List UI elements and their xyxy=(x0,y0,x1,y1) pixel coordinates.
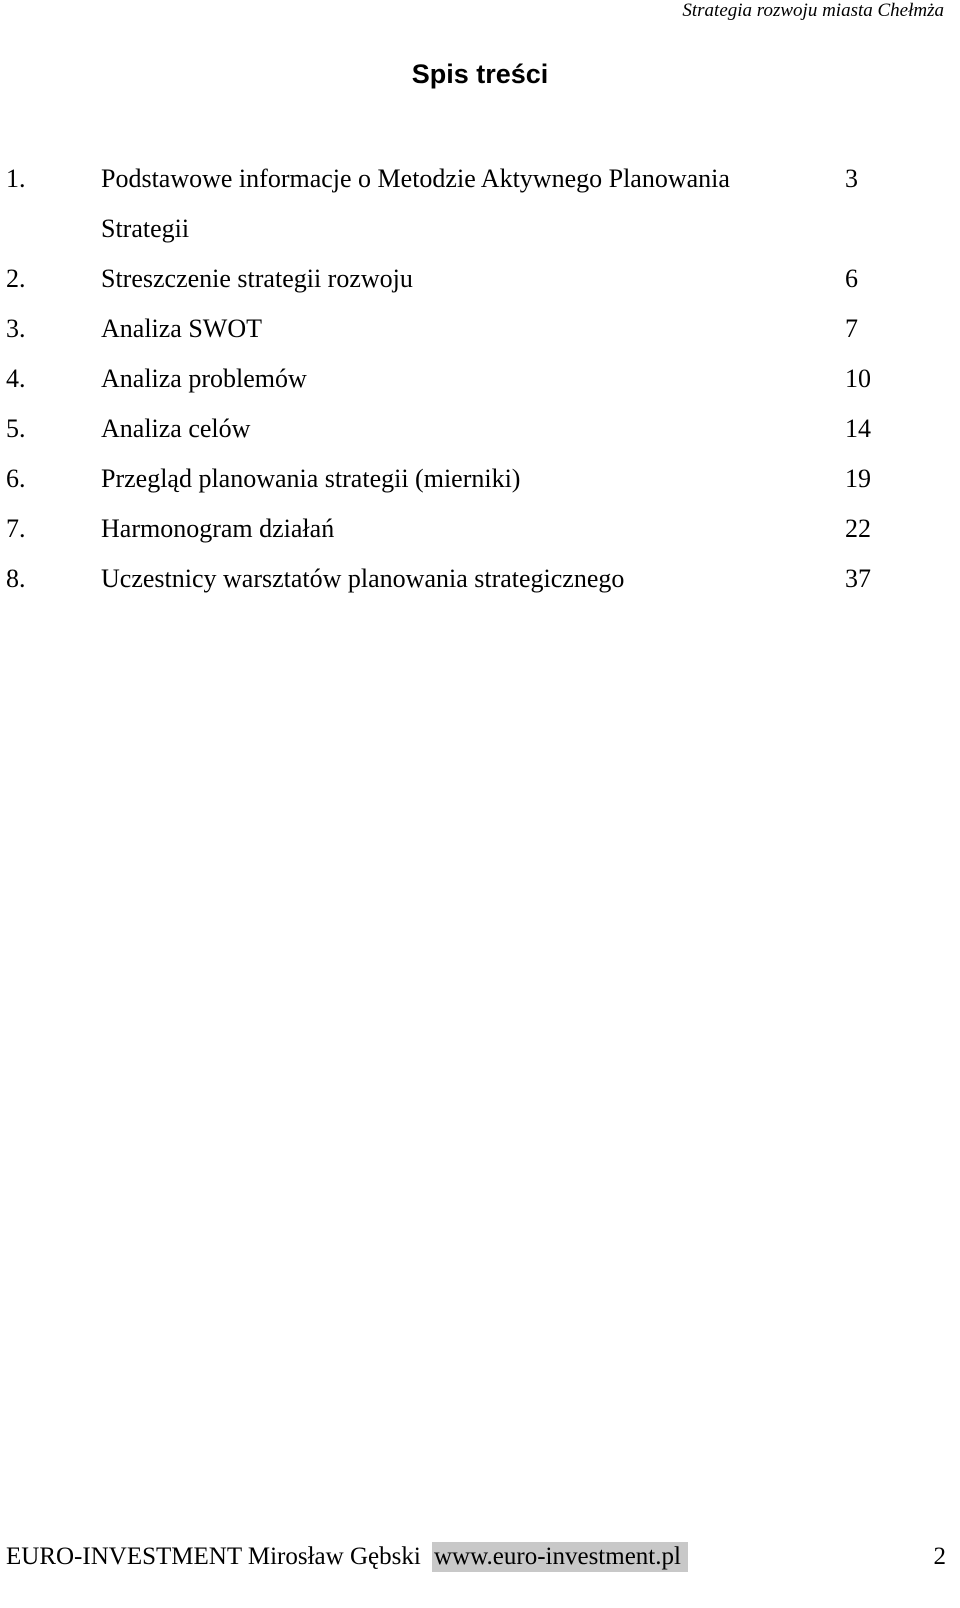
footer-url-link[interactable]: www.euro-investment.pl xyxy=(432,1542,688,1572)
toc-entry-title: Analiza SWOT xyxy=(101,314,263,343)
toc-entry-title: Streszczenie strategii rozwoju xyxy=(101,264,413,293)
toc-entry-title: Przegląd planowania strategii (mierniki) xyxy=(101,464,521,493)
toc-entry-7[interactable] xyxy=(0,504,960,554)
toc-entry-page: 6 xyxy=(845,264,858,293)
toc-entry-title: Analiza celów xyxy=(101,414,251,443)
toc-entry-page: 3 xyxy=(845,164,858,193)
toc-entry-number: 8. xyxy=(6,564,26,593)
toc-entry-number: 5. xyxy=(6,414,26,443)
footer-page-number: 2 xyxy=(933,1543,946,1570)
toc-entry-number: 6. xyxy=(6,464,26,493)
page-footer xyxy=(0,1540,960,1574)
toc-entry-title: Podstawowe informacje o Metodzie Aktywnego Planowania Strategii xyxy=(101,164,730,243)
toc-entry-page: 37 xyxy=(845,564,871,593)
toc-entry-page: 22 xyxy=(845,514,871,543)
toc-entry-page: 19 xyxy=(845,464,871,493)
toc-entry-number: 3. xyxy=(6,314,26,343)
running-header: Strategia rozwoju miasta Chełmża xyxy=(682,0,944,21)
footer-company: EURO-INVESTMENT Mirosław Gębski xyxy=(6,1543,421,1570)
toc-entry-3[interactable] xyxy=(0,304,960,354)
toc-entry-8[interactable] xyxy=(0,554,960,604)
toc-entry-6[interactable] xyxy=(0,454,960,504)
toc-entry-2[interactable] xyxy=(0,254,960,304)
table-of-contents xyxy=(0,154,960,604)
toc-entry-4[interactable] xyxy=(0,354,960,404)
toc-entry-page: 14 xyxy=(845,414,871,443)
toc-entry-page: 7 xyxy=(845,314,858,343)
toc-entry-number: 7. xyxy=(6,514,26,543)
toc-entry-1[interactable] xyxy=(0,154,960,254)
toc-entry-title: Analiza problemów xyxy=(101,364,307,393)
toc-entry-5[interactable] xyxy=(0,404,960,454)
page-title: Spis treści xyxy=(411,59,549,89)
toc-entry-number: 2. xyxy=(6,264,26,293)
toc-entry-title: Uczestnicy warsztatów planowania strategicznego xyxy=(101,564,625,593)
toc-entry-number: 4. xyxy=(6,364,26,393)
toc-entry-number: 1. xyxy=(6,164,26,193)
toc-entry-title: Harmonogram działań xyxy=(101,514,335,543)
toc-entry-page: 10 xyxy=(845,364,871,393)
